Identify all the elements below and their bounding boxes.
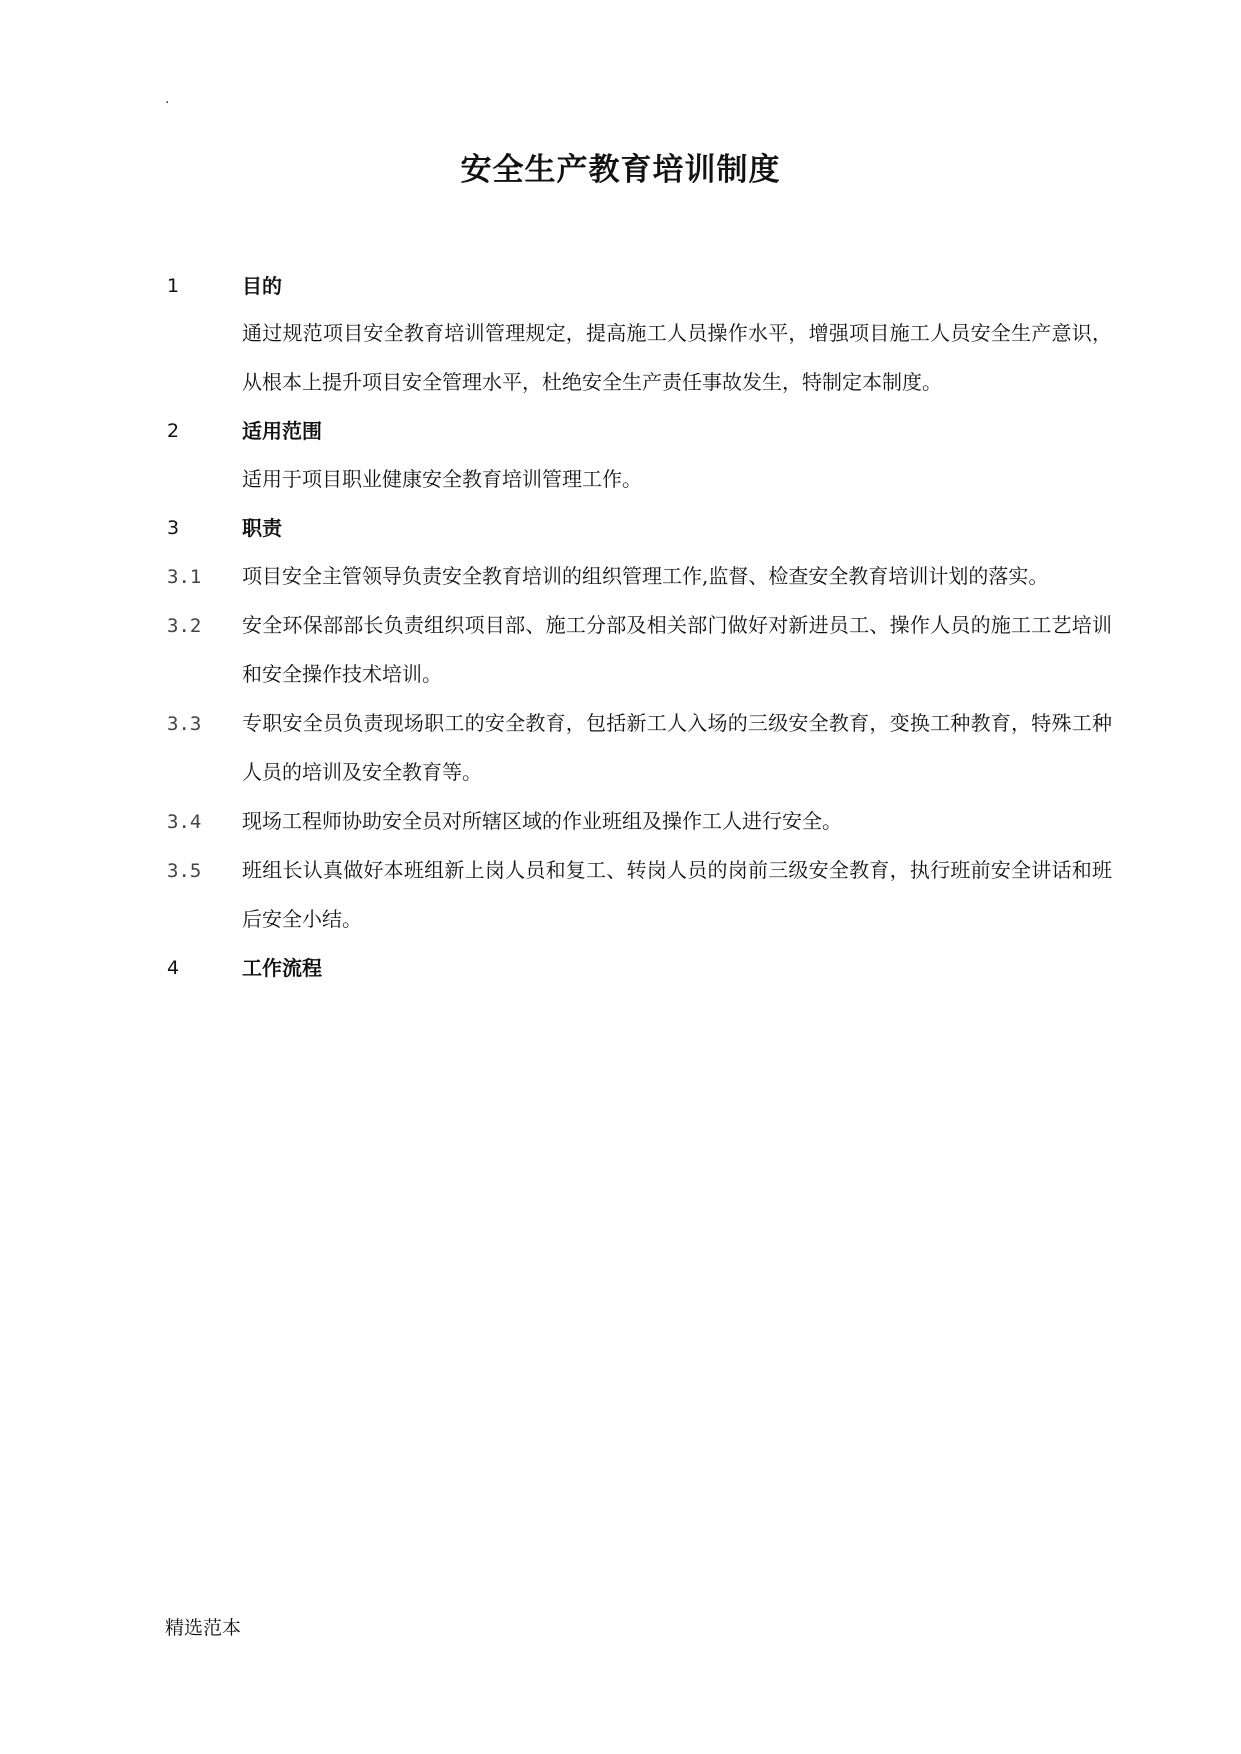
item-text: 专职安全员负责现场职工的安全教育，包括新工人入场的三级安全教育，变换工种教育，特殊工种人员的培训及安全教育等。 bbox=[242, 711, 1112, 784]
item-number: 3.1 bbox=[167, 566, 202, 588]
document-title: 安全生产教育培训制度 bbox=[460, 152, 781, 188]
item-text: 安全环保部部长负责组织项目部、施工分部及相关部门做好对新进员工、操作人员的施工工艺培训和安全操作技术培训。 bbox=[242, 613, 1112, 686]
section-number: 3 bbox=[167, 517, 180, 539]
item-number: 3.5 bbox=[167, 860, 202, 882]
section-paragraph: 适用于项目职业健康安全教育培训管理工作。 bbox=[242, 467, 642, 491]
section-number: 4 bbox=[167, 957, 180, 979]
section-paragraph: 通过规范项目安全教育培训管理规定，提高施工人员操作水平，增强项目施工人员安全生产意识，从根本上提升项目安全管理水平，杜绝安全生产责任事故发生，特制定本制度。 bbox=[242, 321, 1112, 394]
section-number: 2 bbox=[167, 420, 180, 442]
header-mark: . bbox=[165, 91, 170, 107]
section-heading: 适用范围 bbox=[242, 419, 322, 443]
section-heading: 工作流程 bbox=[242, 956, 322, 980]
item-number: 3.3 bbox=[167, 713, 202, 735]
item-number: 3.2 bbox=[167, 615, 202, 637]
page-footer: 精选范本 bbox=[165, 1617, 242, 1639]
item-number: 3.4 bbox=[167, 811, 202, 833]
item-text: 班组长认真做好本班组新上岗人员和复工、转岗人员的岗前三级安全教育，执行班前安全讲话和班后安全小结。 bbox=[242, 858, 1112, 931]
item-text: 项目安全主管领导负责安全教育培训的组织管理工作,监督、检查安全教育培训计划的落实。 bbox=[242, 564, 1049, 588]
section-heading: 目的 bbox=[242, 274, 282, 298]
section-number: 1 bbox=[167, 275, 180, 297]
section-heading: 职责 bbox=[242, 516, 282, 540]
item-text: 现场工程师协助安全员对所辖区域的作业班组及操作工人进行安全。 bbox=[242, 809, 842, 833]
